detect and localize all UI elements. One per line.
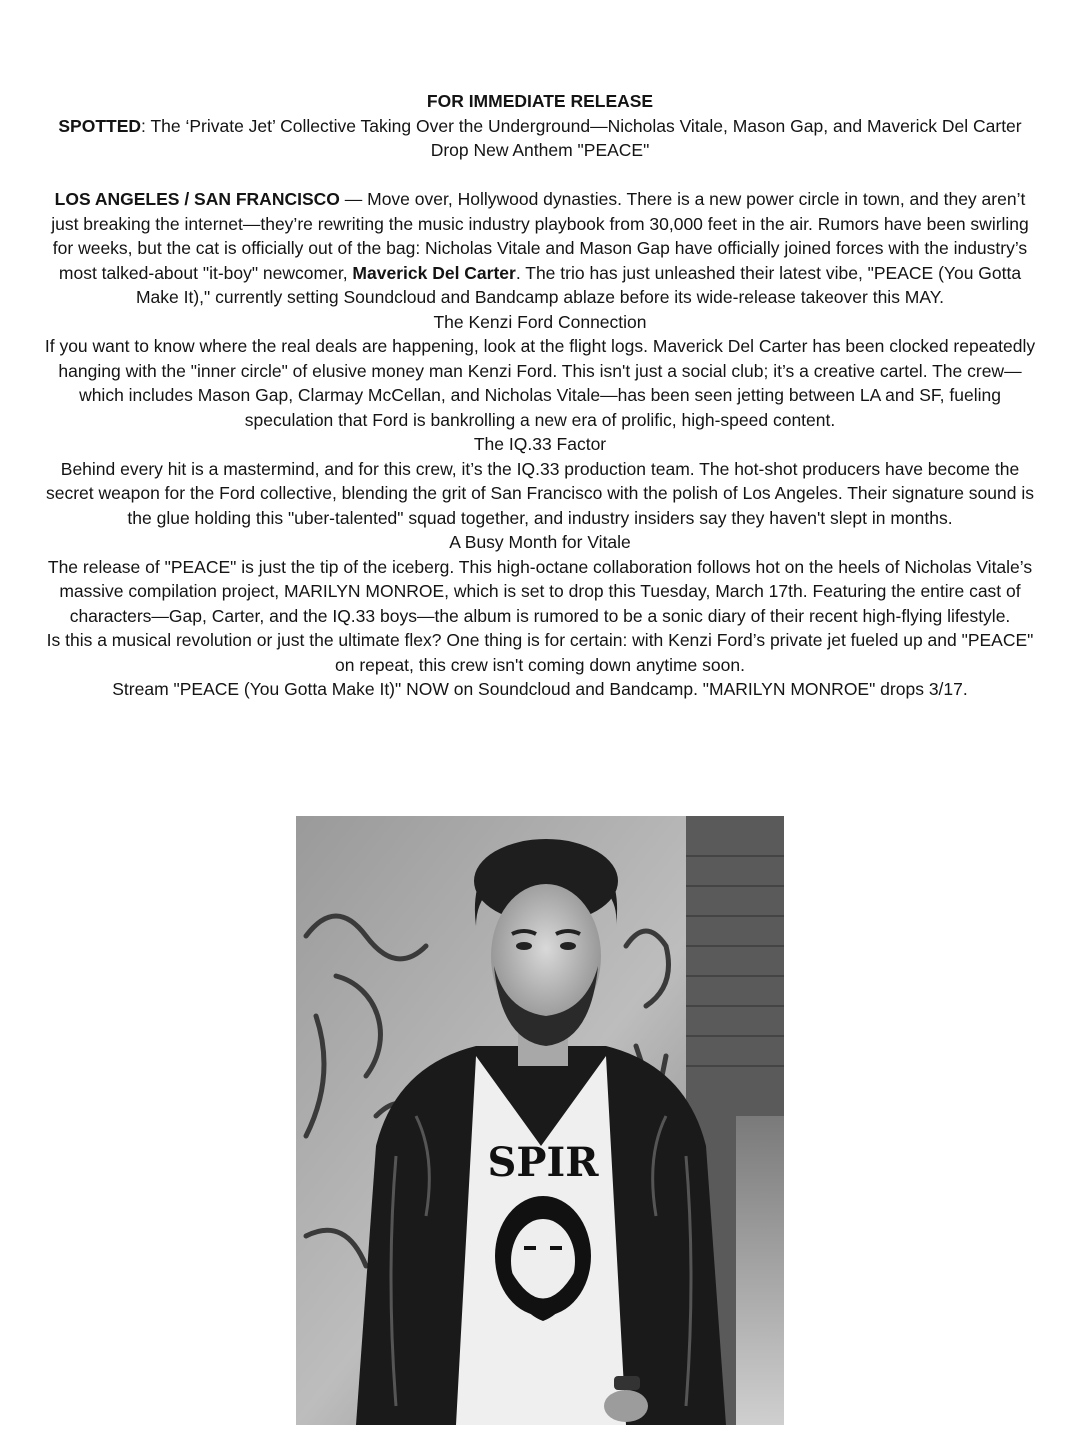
section-body-iq33: Behind every hit is a mastermind, and for this crew, it’s the IQ.33 production team. The hot-shot producers have become the secret weapon for the Ford collective, blending the grit of San Francisco with the polish of Los Angeles. Their signature sound is the glue holding this "uber-talented" squad together, and industry insiders say they haven't slept in months. xyxy=(45,458,1034,528)
intro-text-1: — Move over, Hollywood dynasties. There is a new power circle in town, and they aren’t just breaking the internet—they’re rewriting the music industry playbook from 30,000 feet in the air. Rumors have been swirling for weeks, but the cat is officially out of the bag: Nicholas Vitale and Mason Gap have officially joined forces with the industry’s most talked-about "it-boy" newcomer, xyxy=(51,189,1029,283)
section-title-iq33: The IQ.33 Factor xyxy=(473,434,607,454)
headline xyxy=(40,114,1040,163)
press-release xyxy=(40,89,1040,702)
shirt-graphic-text: SPIR xyxy=(487,1139,599,1186)
intro-paragraph xyxy=(40,187,1040,310)
left-eye xyxy=(516,942,532,950)
release-header: FOR IMMEDIATE RELEASE xyxy=(426,91,654,111)
section-title-kenzi-ford: The Kenzi Ford Connection xyxy=(433,311,647,332)
intro-text-2: . The trio has just unleashed their latest vibe, "PEACE (You Gotta Make It)," currently setting Soundcloud and Bandcamp ablaze before its wide-release takeover this MAY. xyxy=(135,262,1022,307)
section-title-vitale: A Busy Month for Vitale xyxy=(449,532,631,552)
hand xyxy=(604,1390,648,1422)
intro-artist-name: Maverick Del Carter xyxy=(352,262,516,283)
watch xyxy=(614,1376,640,1390)
artist-photo-illustration xyxy=(296,816,784,1425)
headline-text: : The ‘Private Jet’ Collective Taking Over the Underground—Nicholas Vitale, Mason Gap, and Maverick Del Carter Drop New Anthem "PEACE" xyxy=(141,115,1022,160)
dateline: LOS ANGELES / SAN FRANCISCO xyxy=(54,189,340,209)
closing-paragraph: Is this a musical revolution or just the ultimate flex? One thing is for certain: with Kenzi Ford’s private jet fueled up and "PEACE" on repeat, this crew isn't coming down anytime soon. xyxy=(46,630,1034,675)
street xyxy=(736,1116,784,1425)
artist-photo xyxy=(296,816,784,1425)
right-eye xyxy=(560,942,576,950)
spotted-label: SPOTTED xyxy=(58,115,142,136)
section-body-vitale: The release of "PEACE" is just the tip of the iceberg. This high-octane collaboration follows hot on the heels of Nicholas Vitale’s massive compilation project, MARILYN MONROE, which is set to drop this Tuesday, March 17th. Featuring the entire cast of characters—Gap, Carter, and the IQ.33 boys—the album is rumored to be a sonic diary of their recent high-flying lifestyle. xyxy=(47,556,1033,626)
spacer xyxy=(40,163,1040,188)
section-body-kenzi-ford: If you want to know where the real deals are happening, look at the flight logs. Maverick Del Carter has been clocked repeatedly hanging with the "inner circle" of elusive money man Kenzi Ford. This isn't just a social club; it’s a creative cartel. The crew—which includes Mason Gap, Clarmay McCellan, and Nicholas Vitale—has been seen jetting between LA and SF, fueling speculation that Ford is bankrolling a new era of prolific, high-speed content. xyxy=(44,336,1036,430)
call-to-action: Stream "PEACE (You Gotta Make It)" NOW on Soundcloud and Bandcamp. "MARILYN MONROE" drops 3/17. xyxy=(112,679,968,699)
